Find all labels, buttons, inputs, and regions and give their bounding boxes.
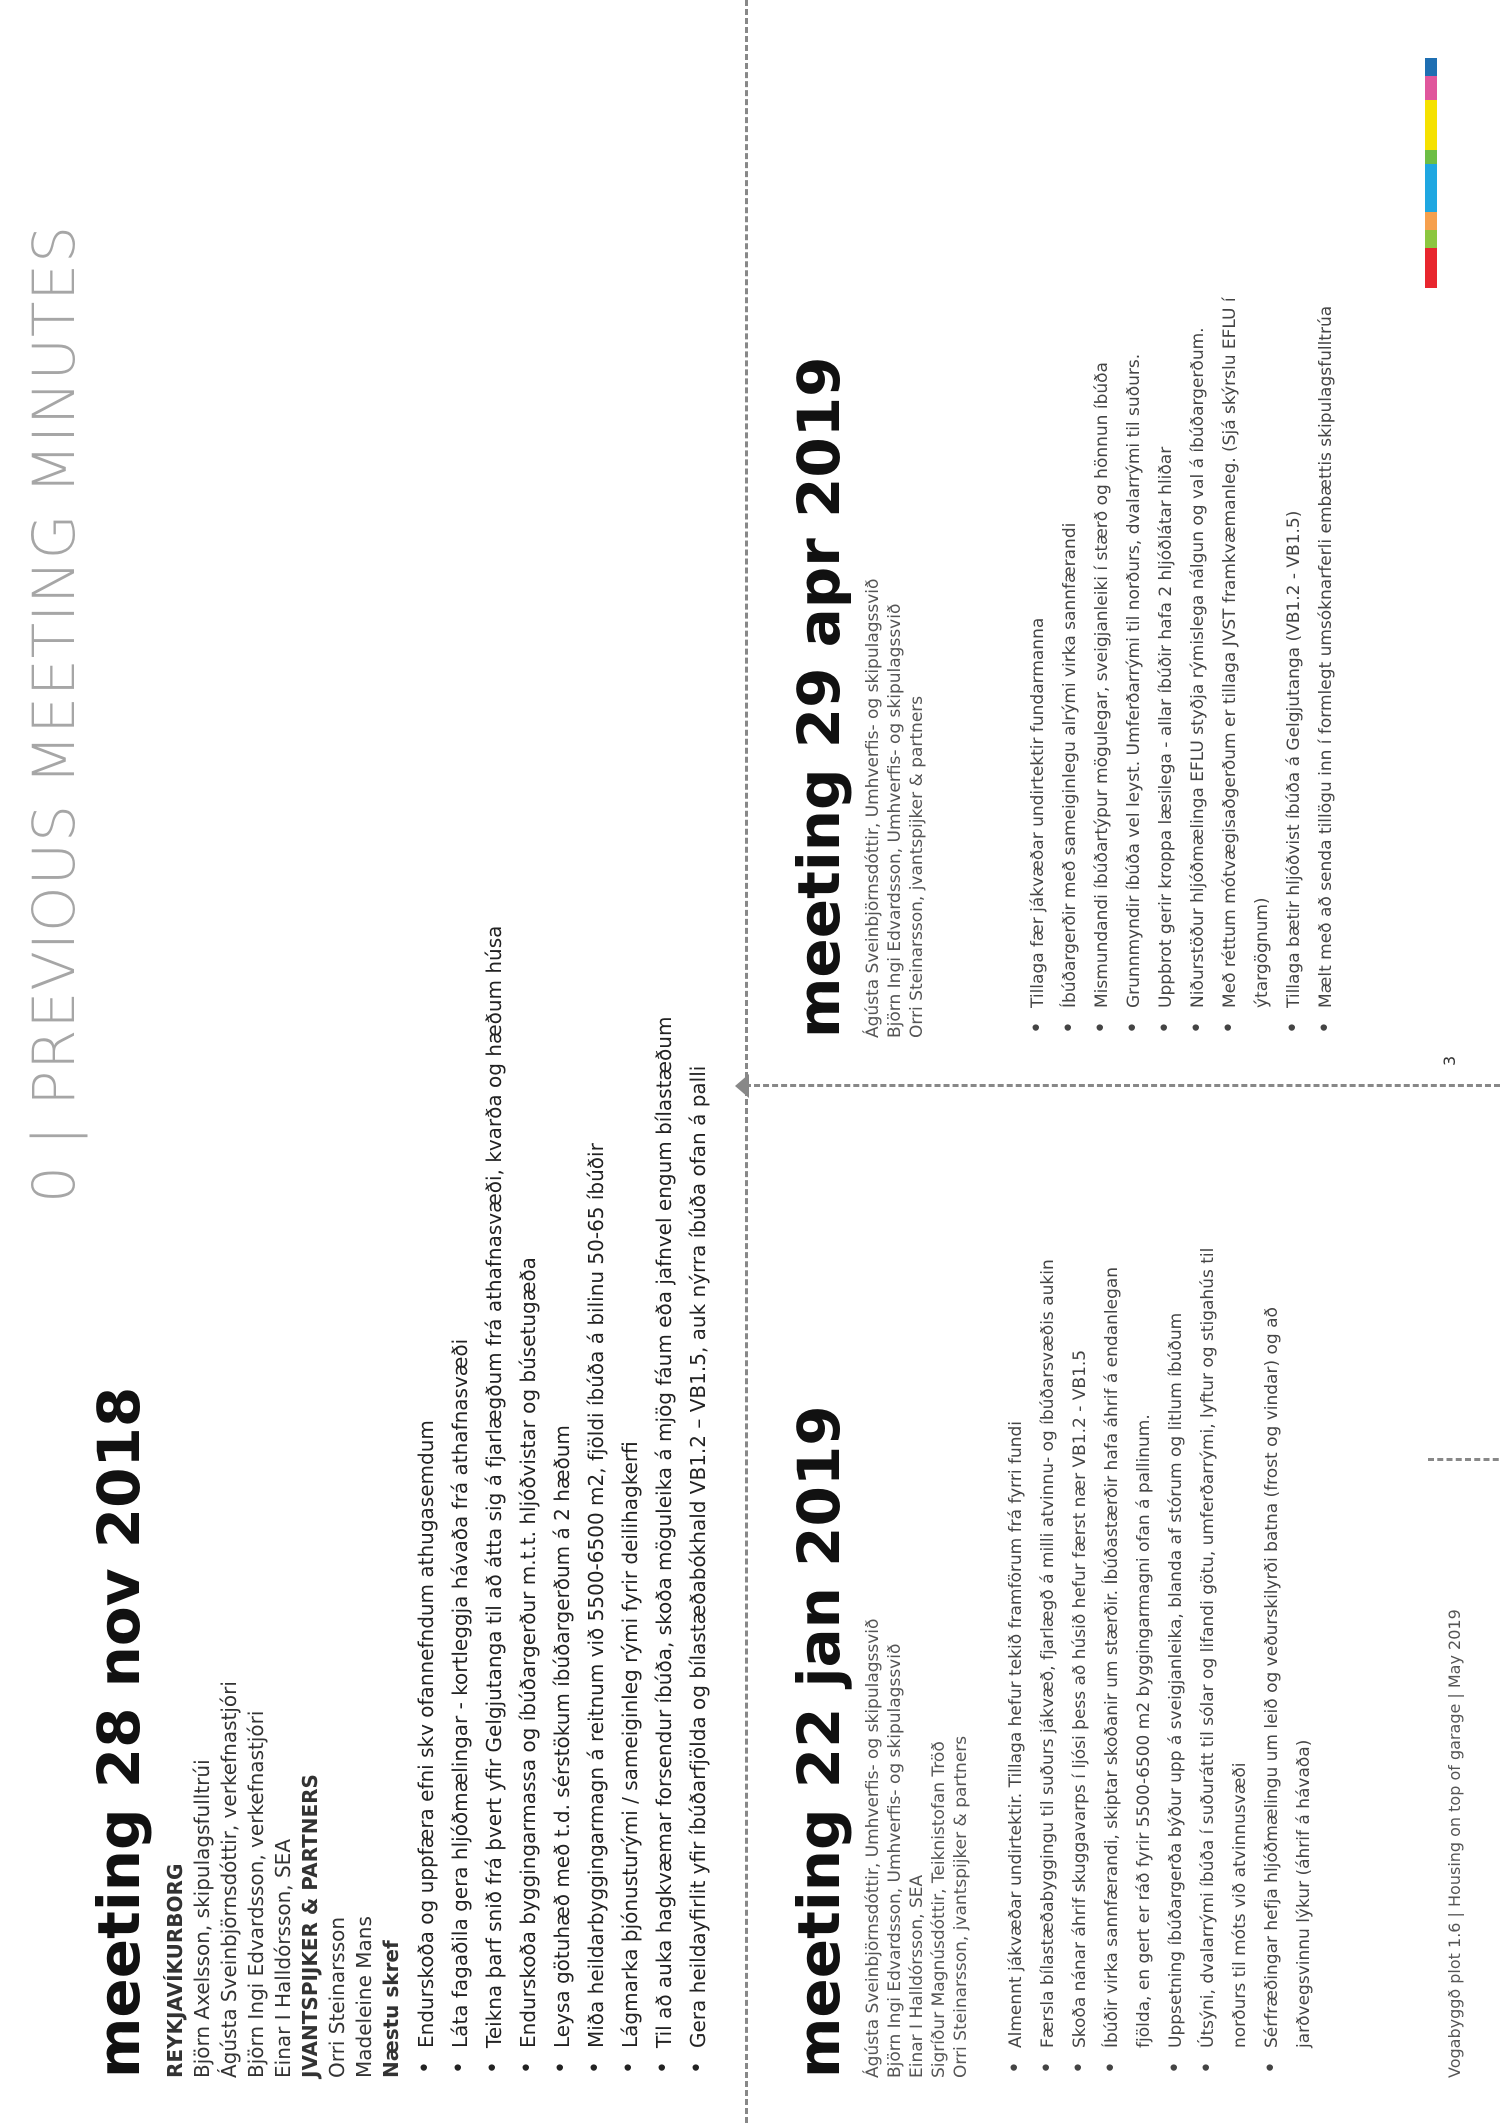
meeting-28-nov-2018 xyxy=(85,925,715,2078)
color-swatch xyxy=(1425,76,1437,100)
attendee: Ágústa Sveinbjörnsdóttir, verkefnastjóri xyxy=(217,1681,241,2078)
list-item: • Láta fagaðila gera hljóðmælingar - kortleggja hávaða frá athafnasvæði xyxy=(443,926,477,2078)
footer-divider xyxy=(1428,1458,1500,1461)
meeting-title: meeting 29 apr 2019 xyxy=(785,356,853,1038)
list-item: • Uppsetning íbúðargerða býður upp á sveigjanleika, blanda af stórum og litlum íbúðum xyxy=(1160,1248,1192,2078)
minutes-list xyxy=(1000,1248,1320,2078)
horizontal-divider xyxy=(745,0,748,2123)
next-steps-list xyxy=(409,926,715,2078)
meeting-22-jan-2019 xyxy=(785,1247,1320,2078)
section-title: 0 | PREVIOUS MEETING MINUTES xyxy=(20,225,88,1203)
list-item: • Leysa götuhæð með t.d. sérstökum íbúðargerðum á 2 hæðum xyxy=(545,926,579,2078)
page-number: 3 xyxy=(1440,1055,1459,1066)
org-heading: JVANTSPIJKER & PARTNERS xyxy=(298,1774,322,2078)
attendee: Madeleine Mans xyxy=(352,1916,376,2078)
list-item: • Útsýni, dvalarrými íbúða í suðurátt til sólar og lifandi götu, umferðarrými, lyftur og stigahús til norðurs til móts við atvinnusvæði xyxy=(1192,1248,1256,2078)
meeting-title: meeting 22 jan 2019 xyxy=(785,1405,853,2078)
meeting-title: meeting 28 nov 2018 xyxy=(85,1386,153,2078)
org-heading: REYKJAVÍKURBORG xyxy=(163,1863,187,2078)
list-item: • Íbúðir virka sannfærandi, skiptar skoðanir um stærðir. Íbúðastærðir hafa áhrif á endanlegan fjölda, en gert er ráð fyrir 5500-6500 m2 byggingarmagni ofan á pallinum. xyxy=(1096,1248,1160,2078)
list-item: • Almennt jákvæðar undirtektir. Tillaga hefur tekið framförum frá fyrri fundi xyxy=(1000,1248,1032,2078)
list-item: • Grunnmyndir íbúða vel leyst. Umferðarrými til norðurs, dvalarrými til suðurs. xyxy=(1118,297,1150,1038)
list-item: • Mælt með að senda tillögu inn í formlegt umsóknarferli embættis skipulagsfulltrúa xyxy=(1310,297,1342,1038)
list-item: • Teikna þarf snið frá þvert yfir Gelgjutanga til að átta sig á fjarlægðum frá athafnasvæði, kvarða og hæðum húsa xyxy=(477,926,511,2078)
attendee: Orri Steinarsson, jvantspijker & partners xyxy=(951,1735,971,2078)
attendee: Sigríður Magnúsdóttir, Teiknistofan Tröð xyxy=(929,1741,949,2078)
next-steps-label: Næstu skref xyxy=(379,1940,403,2078)
list-item: • Íbúðargerðir með sameiginlegu alrými virka sannfærandi xyxy=(1054,297,1086,1038)
color-swatch xyxy=(1425,248,1437,288)
attendee: Einar I Halldórsson, SEA xyxy=(271,1838,295,2078)
color-swatch xyxy=(1425,150,1437,164)
color-swatch xyxy=(1425,230,1437,248)
list-item: • Tillaga fær jákvæðar undirtektir fundarmanna xyxy=(1022,297,1054,1038)
color-bar xyxy=(1425,58,1437,288)
list-item: • Lágmarka þjónusturými / sameiginleg rými fyrir deilihagkerfi xyxy=(613,926,647,2078)
attendee: Björn Axelsson, skipulagsfulltrúi xyxy=(190,1759,214,2078)
meeting-29-apr-2019 xyxy=(785,297,1342,1038)
list-item: • Með réttum mótvægisaðgerðum er tillaga JVST framkvæmanleg. (Sjá skýrslu EFLU í ýtargögnum) xyxy=(1214,297,1278,1038)
attendee: Einar I Halldórsson, SEA xyxy=(907,1874,927,2078)
color-swatch xyxy=(1425,100,1437,150)
list-item: • Miða heildarbyggingarmagn á reitnum við 5500-6500 m2, fjöldi íbúða á bilinu 50-65 íbúðir xyxy=(579,926,613,2078)
vertical-divider xyxy=(745,1084,1500,1087)
color-swatch xyxy=(1425,58,1437,76)
list-item: • Færsla bílastæðabyggingu til suðurs jákvæð, fjarlægð á milli atvinnu- og íbúðarsvæðis aukin xyxy=(1032,1248,1064,2078)
attendee: Björn Ingi Edvardsson, Umhverfis- og skipulagssvið xyxy=(885,603,905,1038)
attendee: Ágústa Sveinbjörnsdóttir, Umhverfis- og skipulagssvið xyxy=(863,1618,883,2078)
list-item: • Mismundandi íbúðartýpur mögulegar, sveigjanleiki í stærð og hönnun íbúða xyxy=(1086,297,1118,1038)
color-swatch xyxy=(1425,164,1437,212)
list-item: • Uppbrot gerir kroppa læsilega - allar íbúðir hafa 2 hljóðlátar hliðar xyxy=(1150,297,1182,1038)
divider-arrow-icon xyxy=(735,1074,749,1098)
list-item: • Tillaga bætir hljóðvist íbúða á Gelgjutanga (VB1.2 - VB1.5) xyxy=(1278,297,1310,1038)
attendee: Björn Ingi Edvardsson, verkefnastjóri xyxy=(244,1710,268,2078)
color-swatch xyxy=(1425,212,1437,230)
list-item: • Gera heildayfirlit yfir íbúðarfjölda og bílastæðabókhald VB1.2 – VB1.5, auk nýrra íbúða ofan á palli xyxy=(681,926,715,2078)
list-item: • Til að auka hagkvæmar forsendur íbúða, skoða möguleika á mjög fáum eða jafnvel engum bílastæðum xyxy=(647,926,681,2078)
attendee: Orri Steinarsson, jvantspijker & partners xyxy=(907,695,927,1038)
attendee: Björn Ingi Edvardsson, Umhverfis- og skipulagssvið xyxy=(885,1643,905,2078)
list-item: • Endurskoða byggingarmassa og íbúðargerður m.t.t. hljóðvistar og búsetugæða xyxy=(511,926,545,2078)
footer-text: Vogabyggð plot 1.6 | Housing on top of garage | May 2019 xyxy=(1445,1609,1464,2078)
attendee: Ágústa Sveinbjörnsdóttir, Umhverfis- og skipulagssvið xyxy=(863,578,883,1038)
list-item: • Niðurstöður hljóðmælinga EFLU styðja rýmislega nálgun og val á íbúðargerðum. xyxy=(1182,297,1214,1038)
list-item: • Skoða nánar áhrif skuggavarps í ljósi þess að húsið hefur færst nær VB1.2 - VB1.5 xyxy=(1064,1248,1096,2078)
minutes-list xyxy=(1022,297,1342,1038)
list-item: • Sérfræðingar hefja hljóðmælingu um leið og veðurskilyrði batna (frost og vindar) og að jarðvegsvinnu lýkur (áhrif á hávaða) xyxy=(1256,1248,1320,2078)
attendee: Orri Steinarsson xyxy=(325,1916,349,2078)
list-item: • Endurskoða og uppfæra efni skv ofannefndum athugasemdum xyxy=(409,926,443,2078)
